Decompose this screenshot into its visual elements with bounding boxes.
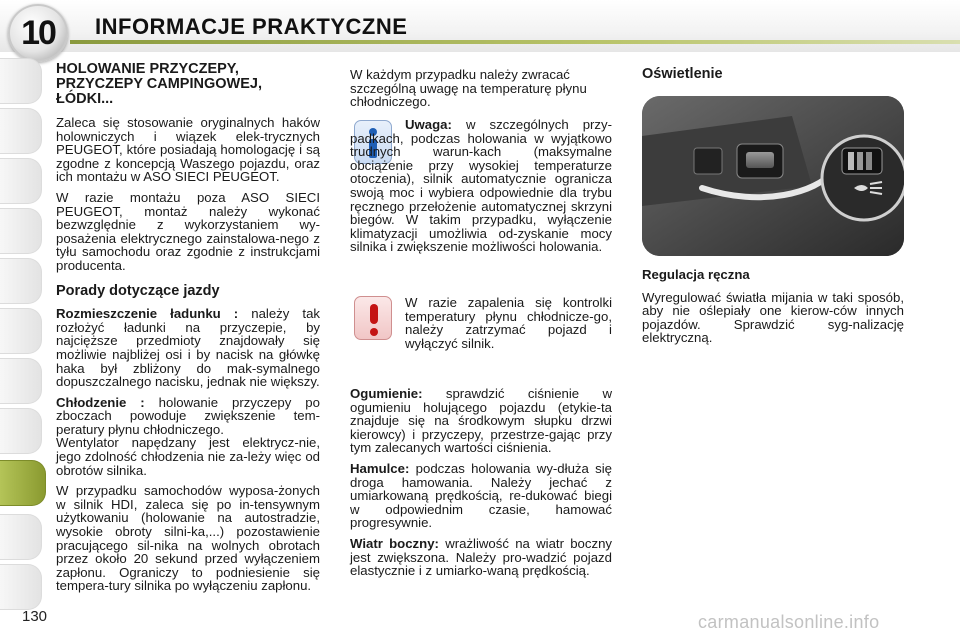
chapter-tab[interactable] — [0, 564, 42, 610]
tyres-label: Ogumienie: — [350, 386, 423, 401]
column-lighting — [642, 68, 904, 98]
brakes-label: Hamulce: — [350, 460, 410, 476]
header-accent-line — [70, 40, 960, 44]
manual-adjust-heading: Regulacja ręczna — [642, 267, 750, 282]
coolant-paragraph: W każdym przypadku należy zwracać szczególną uwagę na temperaturę płynu chłodniczego. — [350, 67, 587, 110]
load-distribution-label: Rozmieszczenie ładunku : — [56, 306, 239, 322]
headlamp-adjuster-photo — [642, 96, 904, 256]
chapter-tab-active[interactable] — [0, 460, 46, 506]
wind-text: wrażliwość na wiatr boczny jest zwiększona. Należy pro-wadzić pojazd elastycznie i z umiarko-waną prędkością. — [350, 535, 612, 579]
page-number: 130 — [22, 608, 48, 625]
tips-block — [350, 387, 612, 585]
warning-icon — [354, 296, 392, 340]
chapter-tab[interactable] — [0, 408, 42, 454]
tyres-paragraph — [350, 387, 612, 455]
headlamp-adjuster-illustration — [642, 96, 904, 256]
note-text: w szczególnych przy-padkach, podczas holowania w wyjątkowo trudnych warun-kach (maksymalne obciążenie przy wysokiej temperaturze otoczenia), silnik automatycznie ogranicza swoją moc i wybiera odpowiednie dla trybu ręcznego przełożenie automatycznej skrzyni biegów. W takim przypadku, wyłączenie klimatyzacji umożliwia od-zyskanie mocy silnika i zwiększenie możliwości holowania. — [350, 117, 612, 255]
chapter-tab[interactable] — [0, 108, 42, 154]
wind-label: Wiatr boczny: — [350, 535, 439, 551]
chapter-tab[interactable] — [0, 158, 42, 204]
fan-paragraph: Wentylator napędzany jest elektrycz-nie, jego zdolność chłodzenia nie za-leży więc od obrotów silnika. — [56, 435, 320, 478]
chapter-tab[interactable] — [0, 258, 42, 304]
tyres-text: sprawdzić ciśnienie w ogumieniu holującego pojazdu (etykie-ta znajduje się na środkowym słupku drzwi kierowcy) i przyczepy, przestrze-gając przy tym zalecanych wartości ciśnienia. — [350, 386, 612, 456]
cooling-text: holowanie przyczepy po zboczach powoduje zwiększenie tem-peratury płynu chłodniczego. — [56, 394, 320, 437]
chapter-number: 10 — [21, 13, 55, 52]
watermark: carmanualsonline.info — [698, 612, 880, 632]
manual-adjust-text: Wyregulować światła mijania w taki sposób, aby nie oślepiały one kierow-ców innych pojazdów. Sprawdzić syg-nalizację elektryczną. — [642, 289, 904, 346]
wind-paragraph — [350, 537, 612, 578]
chapter-tab[interactable] — [0, 308, 42, 354]
load-distribution-paragraph — [56, 307, 320, 389]
page-title: INFORMACJE PRAKTYCZNE — [95, 14, 408, 39]
brakes-text: podczas holowania wy-dłuża się droga hamowania. Należy jechać z umiarkowaną prędkością, re-dukować biegi w odpowiednim czasie, hamować progresywnie. — [350, 460, 612, 531]
chapter-badge — [8, 4, 68, 62]
manual-adjust-block — [642, 268, 904, 352]
column-towing — [56, 62, 320, 600]
chapter-tab[interactable] — [0, 358, 42, 404]
towing-heading: HOLOWANIE PRZYCZEPY, PRZYCZEPY CAMPINGOWEJ, ŁÓDKI... — [56, 61, 262, 107]
load-distribution-text: należy tak rozłożyć ładunki na przyczepie, by najcięższe przedmioty znajdowały się możliwie najbliżej osi i by nacisk na główkę haka był zbliżony do mak-symalnego dopuszczalnego nacisku, jednak nie większy. — [56, 306, 320, 390]
chapter-tab[interactable] — [0, 58, 42, 104]
note-block — [350, 118, 612, 261]
towing-paragraph: Zaleca się stosowanie oryginalnych haków holowniczych i wiązek elek-trycznych PEUGEOT, które posiadają homologację i są zgodne z koncepcją Waszego pojazdu, oraz ich montażu w ASO SIECI PEUGEOT. — [56, 115, 320, 185]
note-label: Uwaga: — [405, 117, 452, 132]
lighting-heading: Oświetlenie — [642, 66, 723, 82]
chapter-tab[interactable] — [0, 514, 42, 560]
column-towing-cont — [350, 68, 612, 116]
cooling-paragraph — [56, 396, 320, 437]
note-paragraph — [350, 118, 612, 254]
warning-block — [405, 296, 612, 357]
brakes-paragraph — [350, 462, 612, 530]
warning-text: W razie zapalenia się kontrolki temperatury płynu chłodnicze-go, należy zatrzymać pojazd i wyłączyć silnik. — [405, 295, 612, 351]
cooling-label: Chłodzenie : — [56, 394, 145, 410]
towing-paragraph: W razie montażu poza ASO SIECI PEUGEOT, montaż należy wykonać bezwzględnie z wykorzystaniem wy-posażenia elektrycznego zainstalowa-nego z tyłu samochodu oraz zgodnie z instrukcjami producenta. — [56, 189, 320, 273]
driving-tips-heading: Porady dotyczące jazdy — [56, 282, 220, 299]
hdi-paragraph: W przypadku samochodów wyposa-żonych w silnik HDI, zaleca się po in-tensywnym użytkowaniu (holowanie na autostradzie, wysokie obroty silni-ka,...) pozostawienie pracującego sil-nika na wolnych obrotach przez około 20 sekund przed wyłączeniem zapłonu. Ograniczy to podniesienie się tempera-tury silnika po wyłączeniu zapłonu. — [56, 483, 320, 594]
chapter-tab[interactable] — [0, 208, 42, 254]
